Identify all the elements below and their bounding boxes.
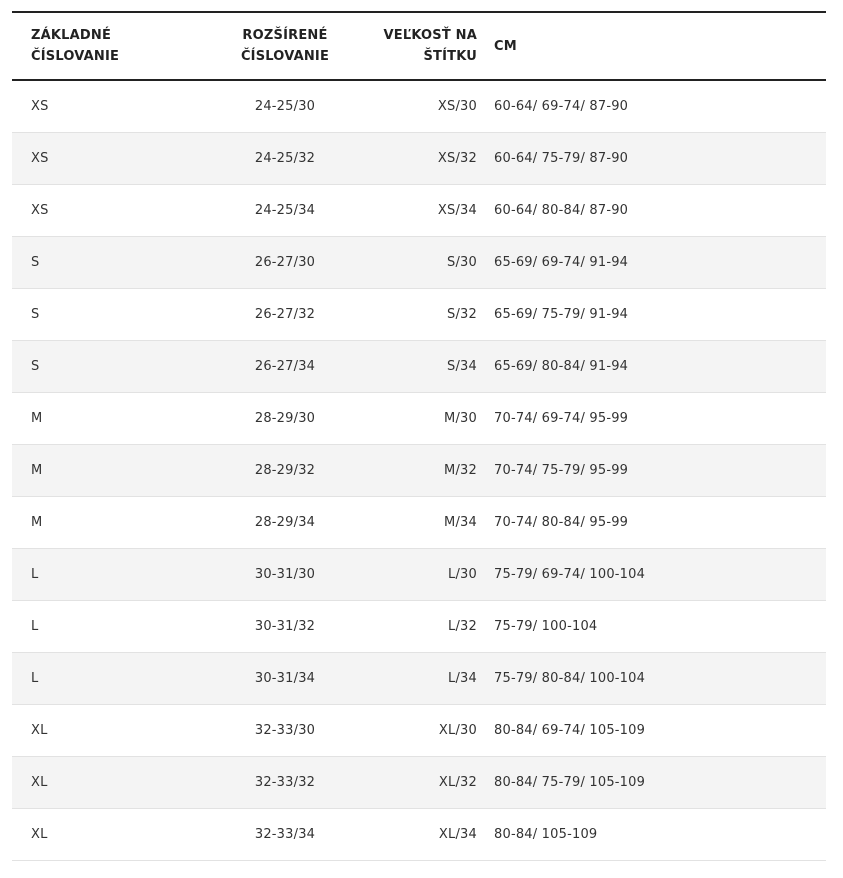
cell-basic-size: S — [31, 254, 40, 270]
cell-label-size: XS/30 — [437, 98, 477, 114]
cell-cm: 65-69/ 75-79/ 91-94 — [494, 306, 629, 322]
cell-cm: 80-84/ 69-74/ 105-109 — [494, 722, 646, 738]
cell-extended-size: 26-27/32 — [254, 306, 316, 322]
cell-basic-size: S — [31, 358, 40, 374]
cell-basic-size: L — [31, 566, 39, 582]
cell-basic-size: XS — [31, 150, 49, 166]
cell-basic-size: M — [31, 462, 43, 478]
cell-cm: 60-64/ 69-74/ 87-90 — [494, 98, 629, 114]
cell-basic-size: L — [31, 618, 39, 634]
cell-label-size: XS/32 — [437, 150, 477, 166]
cell-extended-size: 32-33/30 — [254, 722, 316, 738]
cell-basic-size: M — [31, 410, 43, 426]
cell-cm: 80-84/ 75-79/ 105-109 — [494, 774, 646, 790]
cell-cm: 70-74/ 75-79/ 95-99 — [494, 462, 629, 478]
cell-label-size: XL/30 — [438, 722, 477, 738]
cell-extended-size: 26-27/34 — [254, 358, 316, 374]
cell-label-size: M/34 — [444, 514, 477, 530]
table-row — [12, 392, 826, 444]
cell-basic-size: XL — [31, 722, 48, 738]
table-row — [12, 548, 826, 600]
table-row — [12, 340, 826, 392]
table-row — [12, 80, 826, 132]
table-row — [12, 288, 826, 340]
cell-extended-size: 24-25/32 — [254, 150, 316, 166]
header-label-size-line1: VEĽKOSŤ NA — [383, 28, 477, 43]
cell-basic-size: XL — [31, 774, 48, 790]
header-extended-numbering — [202, 12, 368, 80]
cell-extended-size: 24-25/34 — [254, 202, 316, 218]
cell-extended-size: 28-29/30 — [254, 410, 316, 426]
cell-label-size: M/32 — [444, 462, 477, 478]
cell-cm: 65-69/ 69-74/ 91-94 — [494, 254, 629, 270]
cell-label-size: S/34 — [447, 358, 477, 374]
header-label-size-line2: ŠTÍTKU — [423, 49, 477, 64]
cell-label-size: L/32 — [448, 618, 477, 634]
cell-cm: 75-79/ 100-104 — [494, 618, 598, 634]
table-row — [12, 496, 826, 548]
cell-extended-size: 28-29/32 — [254, 462, 316, 478]
table-row — [12, 808, 826, 860]
cell-label-size: S/32 — [447, 306, 477, 322]
cell-extended-size: 24-25/30 — [254, 98, 316, 114]
header-label-size — [368, 12, 494, 80]
cell-label-size: XS/34 — [437, 202, 477, 218]
cell-extended-size: 30-31/34 — [254, 670, 316, 686]
table-row — [12, 184, 826, 236]
table-header — [12, 12, 826, 80]
table-row — [12, 236, 826, 288]
header-extended-numbering-line1: ROZŠÍRENÉ — [242, 28, 328, 43]
header-extended-numbering-line2: ČÍSLOVANIE — [240, 49, 330, 64]
header-cm-line1: CM — [494, 38, 517, 54]
header-row — [12, 12, 826, 80]
table-body — [12, 80, 826, 860]
cell-cm: 70-74/ 69-74/ 95-99 — [494, 410, 629, 426]
cell-cm: 75-79/ 69-74/ 100-104 — [494, 566, 646, 582]
cell-basic-size: XS — [31, 202, 49, 218]
cell-basic-size: XS — [31, 98, 49, 114]
cell-extended-size: 30-31/30 — [254, 566, 316, 582]
table-row — [12, 132, 826, 184]
cell-label-size: XL/32 — [438, 774, 477, 790]
header-basic-numbering — [12, 12, 202, 80]
size-table — [12, 11, 826, 861]
cell-label-size: M/30 — [444, 410, 477, 426]
cell-extended-size: 32-33/32 — [254, 774, 316, 790]
header-basic-numbering-line2: ČÍSLOVANIE — [31, 49, 120, 64]
cell-cm: 75-79/ 80-84/ 100-104 — [494, 670, 646, 686]
cell-cm: 80-84/ 105-109 — [494, 826, 598, 842]
header-cm — [494, 12, 826, 80]
cell-extended-size: 32-33/34 — [254, 826, 316, 842]
table-row — [12, 756, 826, 808]
cell-extended-size: 26-27/30 — [254, 254, 316, 270]
cell-basic-size: L — [31, 670, 39, 686]
cell-label-size: L/34 — [448, 670, 477, 686]
table-row — [12, 704, 826, 756]
cell-extended-size: 30-31/32 — [254, 618, 316, 634]
table-row — [12, 600, 826, 652]
cell-basic-size: M — [31, 514, 43, 530]
cell-cm: 70-74/ 80-84/ 95-99 — [494, 514, 629, 530]
cell-cm: 65-69/ 80-84/ 91-94 — [494, 358, 629, 374]
cell-basic-size: S — [31, 306, 40, 322]
size-chart — [12, 11, 826, 861]
cell-basic-size: XL — [31, 826, 48, 842]
cell-cm: 60-64/ 75-79/ 87-90 — [494, 150, 629, 166]
cell-label-size: L/30 — [448, 566, 477, 582]
cell-label-size: S/30 — [447, 254, 477, 270]
cell-label-size: XL/34 — [438, 826, 477, 842]
table-row — [12, 652, 826, 704]
cell-cm: 60-64/ 80-84/ 87-90 — [494, 202, 629, 218]
header-basic-numbering-line1: ZÁKLADNÉ — [31, 28, 112, 43]
table-row — [12, 444, 826, 496]
cell-extended-size: 28-29/34 — [254, 514, 316, 530]
